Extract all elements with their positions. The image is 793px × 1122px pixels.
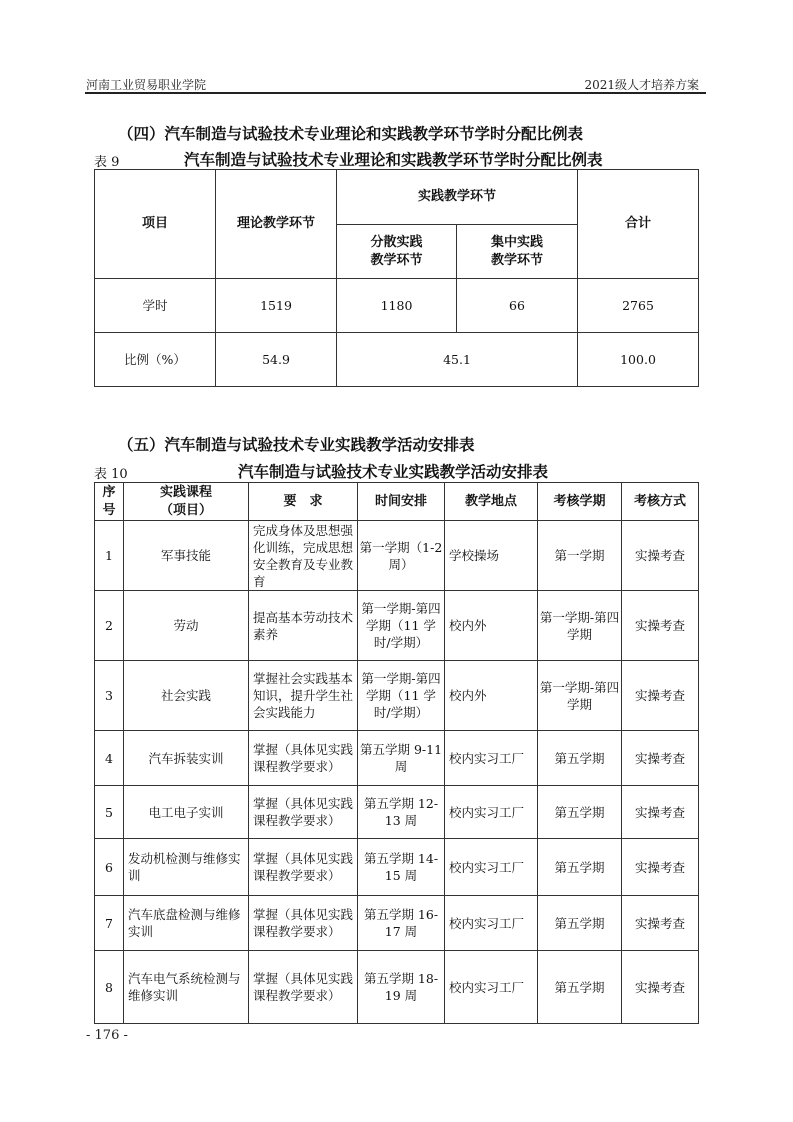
- cell-requirement: 掌握社会实践基本知识，提升学生社会实践能力: [249, 661, 358, 731]
- cell-no: 5: [95, 786, 124, 839]
- cell-no: 2: [95, 591, 124, 661]
- cell-location: 校内实习工厂: [445, 786, 538, 839]
- cell-requirement: 掌握（具体见实践课程教学要求）: [249, 951, 358, 1024]
- cell-method: 实操考查: [622, 786, 699, 839]
- cell-schedule: 第五学期 9-11 周: [358, 731, 445, 786]
- cell-no: 3: [95, 661, 124, 731]
- cell-course: 汽车电气系统检测与维修实训: [124, 951, 249, 1024]
- cell-schedule: 第五学期 16-17 周: [358, 896, 445, 951]
- cell-location: 校内外: [445, 661, 538, 731]
- cell-requirement: 掌握（具体见实践课程教学要求）: [249, 786, 358, 839]
- header-divider: [85, 92, 706, 94]
- cell-requirement: 掌握（具体见实践课程教学要求）: [249, 896, 358, 951]
- col-header-course: 实践课程 （项目）: [124, 483, 249, 521]
- cell-course: 电工电子实训: [124, 786, 249, 839]
- cell-location: 学校操场: [445, 521, 538, 591]
- cell-method: 实操考查: [622, 731, 699, 786]
- cell-method: 实操考查: [622, 896, 699, 951]
- cell-method: 实操考查: [622, 951, 699, 1024]
- cell-location: 校内实习工厂: [445, 896, 538, 951]
- cell-location: 校内外: [445, 591, 538, 661]
- col-header-requirement: 要 求: [249, 483, 358, 521]
- col-header-total: 合计: [578, 170, 699, 279]
- row-label: 学时: [95, 279, 216, 333]
- cell-requirement: 提高基本劳动技术素养: [249, 591, 358, 661]
- cell-concentrated-hours: 66: [457, 279, 578, 333]
- cell-term: 第一学期-第四学期: [538, 591, 622, 661]
- col-header-term: 考核学期: [538, 483, 622, 521]
- cell-theory-ratio: 54.9: [216, 333, 337, 387]
- cell-term: 第五学期: [538, 896, 622, 951]
- cell-no: 6: [95, 839, 124, 896]
- cell-term: 第五学期: [538, 731, 622, 786]
- cell-term: 第一学期-第四学期: [538, 661, 622, 731]
- cell-no: 4: [95, 731, 124, 786]
- table-row: [95, 839, 699, 896]
- page-number: - 176 -: [86, 1028, 128, 1043]
- col-header-scattered: 分散实践 教学环节: [337, 225, 457, 279]
- cell-location: 校内实习工厂: [445, 951, 538, 1024]
- cell-theory-hours: 1519: [216, 279, 337, 333]
- cell-method: 实操考查: [622, 591, 699, 661]
- table-row: [95, 786, 699, 839]
- cell-term: 第五学期: [538, 951, 622, 1024]
- cell-requirement: 完成身体及思想强化训练，完成思想安全教育及专业教育: [249, 521, 358, 591]
- section-4-heading: （四）汽车制造与试验技术专业理论和实践教学环节学时分配比例表: [118, 125, 584, 143]
- cell-course: 汽车拆装实训: [124, 731, 249, 786]
- cell-schedule: 第一学期-第四学期（11 学时/学期）: [358, 591, 445, 661]
- hours-ratio-table: [94, 169, 699, 387]
- header-institution: 河南工业贸易职业学院: [86, 78, 207, 92]
- col-header-practice: 实践教学环节: [337, 170, 578, 225]
- table-10-label: 表 10: [94, 467, 128, 482]
- table-10-title: 汽车制造与试验技术专业实践教学活动安排表: [238, 463, 549, 481]
- cell-schedule: 第一学期（1-2 周）: [358, 521, 445, 591]
- table-row: [95, 731, 699, 786]
- cell-location: 校内实习工厂: [445, 731, 538, 786]
- cell-scattered-hours: 1180: [337, 279, 457, 333]
- cell-term: 第一学期: [538, 521, 622, 591]
- cell-course: 军事技能: [124, 521, 249, 591]
- table-row-hours: [95, 279, 699, 333]
- table-row: [95, 951, 699, 1024]
- cell-term: 第五学期: [538, 786, 622, 839]
- table-9-title: 汽车制造与试验技术专业理论和实践教学环节学时分配比例表: [184, 151, 603, 169]
- cell-no: 1: [95, 521, 124, 591]
- cell-total-hours: 2765: [578, 279, 699, 333]
- cell-requirement: 掌握（具体见实践课程教学要求）: [249, 731, 358, 786]
- cell-course: 发动机检测与维修实训: [124, 839, 249, 896]
- section-5-heading: （五）汽车制造与试验技术专业实践教学活动安排表: [118, 436, 475, 454]
- table-row: [95, 591, 699, 661]
- practice-schedule-table: [94, 482, 699, 1024]
- cell-no: 7: [95, 896, 124, 951]
- cell-method: 实操考查: [622, 521, 699, 591]
- cell-schedule: 第五学期 18-19 周: [358, 951, 445, 1024]
- cell-schedule: 第五学期 12-13 周: [358, 786, 445, 839]
- table-9-label: 表 9: [94, 155, 120, 170]
- cell-course: 劳动: [124, 591, 249, 661]
- cell-course: 社会实践: [124, 661, 249, 731]
- table-row: [95, 896, 699, 951]
- cell-schedule: 第一学期-第四学期（11 学时/学期）: [358, 661, 445, 731]
- col-header-schedule: 时间安排: [358, 483, 445, 521]
- col-header-item: 项目: [95, 170, 216, 279]
- cell-term: 第五学期: [538, 839, 622, 896]
- header-document-title: 2021级人才培养方案: [584, 78, 699, 92]
- cell-course: 汽车底盘检测与维修实训: [124, 896, 249, 951]
- col-header-method: 考核方式: [622, 483, 699, 521]
- table-row-ratio: [95, 333, 699, 387]
- table-row: [95, 521, 699, 591]
- col-header-concentrated: 集中实践 教学环节: [457, 225, 578, 279]
- cell-location: 校内实习工厂: [445, 839, 538, 896]
- cell-requirement: 掌握（具体见实践课程教学要求）: [249, 839, 358, 896]
- col-header-location: 教学地点: [445, 483, 538, 521]
- cell-no: 8: [95, 951, 124, 1024]
- col-header-theory: 理论教学环节: [216, 170, 337, 279]
- cell-total-ratio: 100.0: [578, 333, 699, 387]
- cell-method: 实操考查: [622, 661, 699, 731]
- cell-practice-ratio: 45.1: [337, 333, 578, 387]
- row-label: 比例（%）: [95, 333, 216, 387]
- col-header-no: 序 号: [95, 483, 124, 521]
- table-row: [95, 661, 699, 731]
- cell-schedule: 第五学期 14-15 周: [358, 839, 445, 896]
- cell-method: 实操考查: [622, 839, 699, 896]
